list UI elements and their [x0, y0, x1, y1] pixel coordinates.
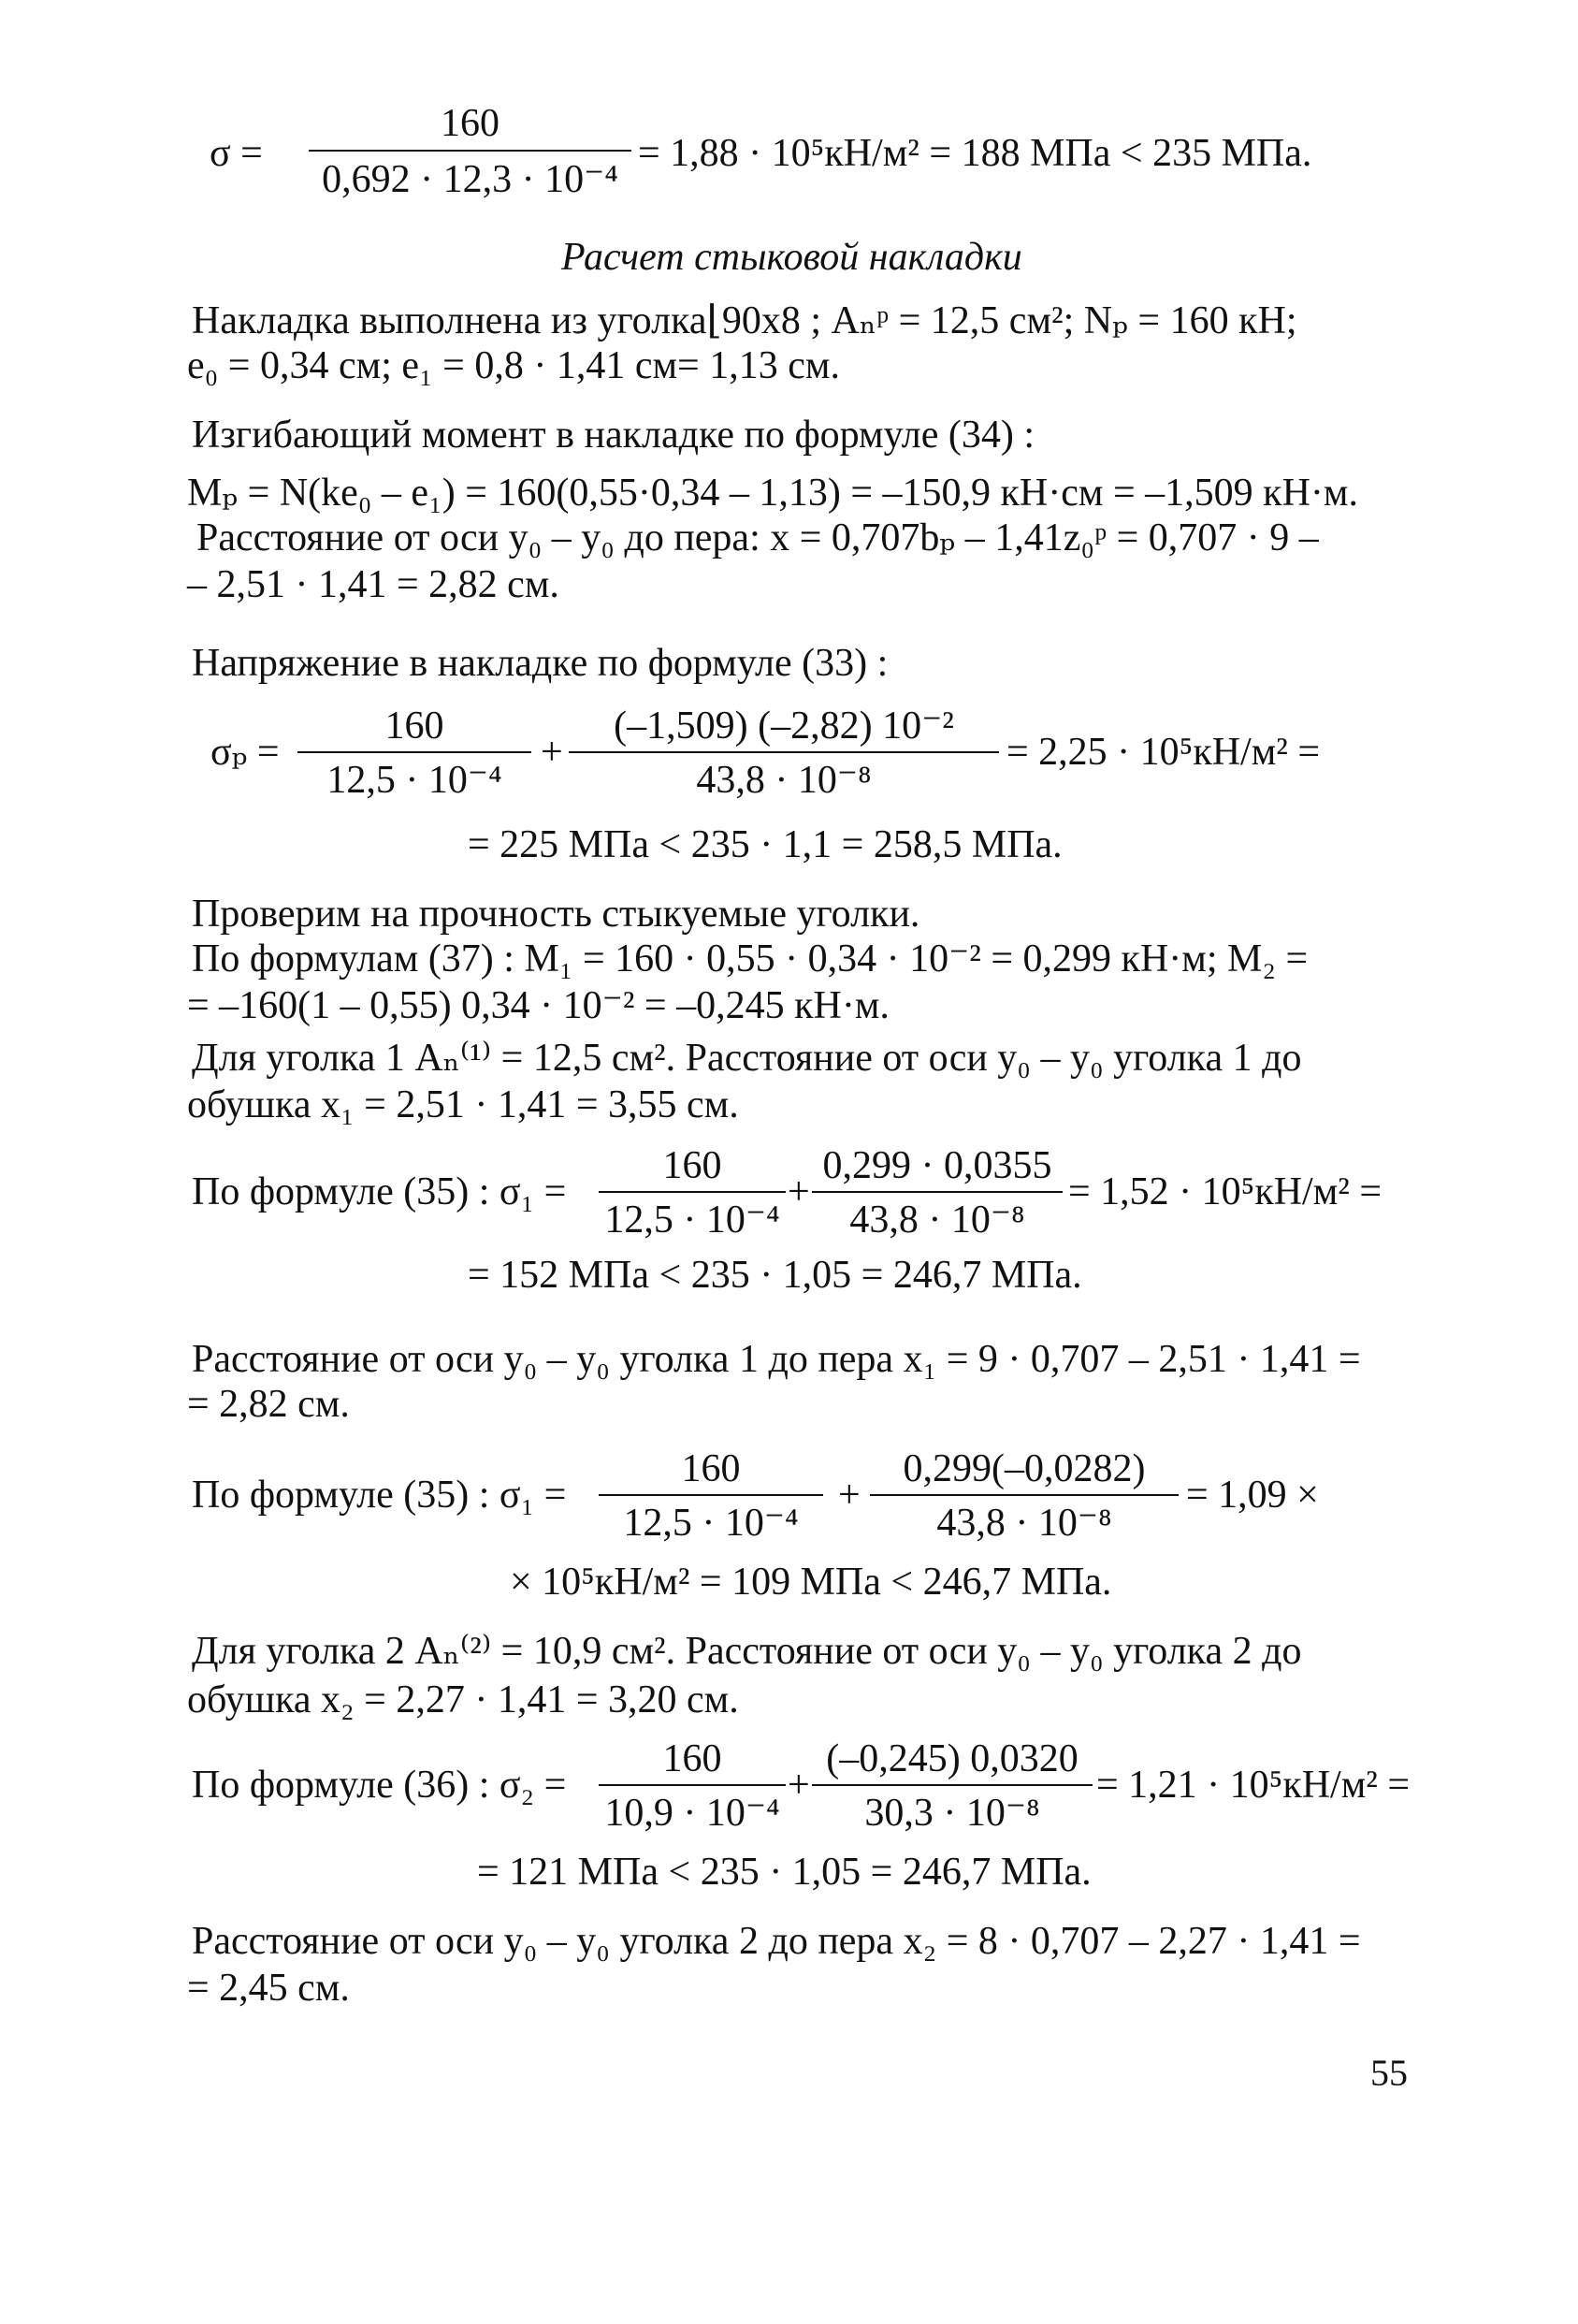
fraction-bar	[599, 1494, 823, 1496]
plus-sign: +	[541, 731, 563, 774]
fraction-bar	[309, 150, 631, 152]
formula-rhs: = 1,09 ×	[1186, 1474, 1319, 1517]
fraction-bar	[812, 1191, 1063, 1193]
fraction-denominator: 30,3 · 10⁻⁸	[864, 1792, 1040, 1835]
fraction-bar	[599, 1191, 786, 1193]
text-line: Для уголка 1 Aₙ⁽¹⁾ = 12,5 см². Расстояние от оси y₀ – y₀ уголка 1 до	[192, 1037, 1302, 1080]
text-line: Расстояние от оси y₀ – y₀ уголка 1 до пера x₁ = 9 · 0,707 – 2,51 · 1,41 =	[192, 1338, 1361, 1381]
fraction-numerator: (–0,245) 0,0320	[826, 1737, 1079, 1780]
formula-sigma-numerator: 160	[441, 102, 499, 145]
plus-sign: +	[788, 1170, 810, 1213]
formula-continuation: × 10⁵кН/м² = 109 МПа < 246,7 МПа.	[510, 1561, 1112, 1604]
page-number: 55	[1370, 2052, 1408, 2094]
fraction-denominator: 12,5 · 10⁻⁴	[623, 1502, 799, 1545]
fraction-denominator: 12,5 · 10⁻⁴	[326, 759, 502, 802]
fraction-numerator: 0,299(–0,0282)	[903, 1447, 1146, 1490]
plus-sign: +	[838, 1474, 861, 1517]
fraction-denominator: 43,8 · 10⁻⁸	[936, 1502, 1112, 1545]
fraction-denominator: 12,5 · 10⁻⁴	[604, 1198, 780, 1242]
fraction-bar	[870, 1494, 1179, 1496]
formula-lhs: По формуле (35) : σ₁ =	[192, 1170, 567, 1213]
text-line: обушка x₁ = 2,51 · 1,41 = 3,55 см.	[187, 1083, 739, 1126]
text-line: обушка x₂ = 2,27 · 1,41 = 3,20 см.	[187, 1678, 739, 1721]
fraction-bar	[297, 751, 531, 753]
fraction-denominator: 43,8 · 10⁻⁸	[849, 1198, 1025, 1242]
formula-lhs: σₚ =	[210, 731, 280, 774]
section-title: Расчет стыковой накладки	[561, 236, 1022, 279]
text-line: e₀ = 0,34 см; e₁ = 0,8 · 1,41 см= 1,13 см.	[187, 344, 840, 387]
formula-lhs: По формуле (35) : σ₁ =	[192, 1474, 567, 1517]
fraction-bar	[812, 1784, 1093, 1786]
fraction-denominator: 10,9 · 10⁻⁴	[604, 1792, 780, 1835]
formula-sigma-lhs: σ =	[210, 132, 263, 175]
plus-sign: +	[788, 1764, 810, 1807]
fraction-bar	[599, 1784, 786, 1786]
fraction-numerator: 160	[384, 704, 444, 748]
formula-rhs: = 2,25 · 10⁵кН/м² =	[1006, 731, 1321, 774]
text-line: Накладка выполнена из уголка⌊90х8 ; Aₙᵖ = 12,5 см²; Nₚ = 160 кН;	[192, 299, 1297, 342]
fraction-numerator: 0,299 · 0,0355	[822, 1144, 1052, 1187]
text-line: = –160(1 – 0,55) 0,34 · 10⁻² = –0,245 кН·м.	[187, 984, 890, 1027]
formula-rhs: = 1,52 · 10⁵кН/м² =	[1068, 1170, 1383, 1213]
formula-lhs: По формуле (36) : σ₂ =	[192, 1764, 567, 1807]
fraction-numerator: (–1,509) (–2,82) 10⁻²	[614, 704, 954, 748]
formula-sigma-rhs: = 1,88 · 10⁵кН/м² = 188 МПа < 235 МПа.	[638, 132, 1312, 175]
fraction-denominator: 43,8 · 10⁻⁸	[696, 759, 872, 802]
formula-rhs: = 1,21 · 10⁵кН/м² =	[1096, 1764, 1411, 1807]
text-line: Для уголка 2 Aₙ⁽²⁾ = 10,9 см². Расстояние от оси y₀ – y₀ уголка 2 до	[192, 1630, 1302, 1673]
text-line: = 2,82 см.	[187, 1383, 350, 1426]
fraction-numerator: 160	[662, 1144, 722, 1187]
formula-continuation: = 121 МПа < 235 · 1,05 = 246,7 МПа.	[477, 1851, 1092, 1894]
text-line: По формулам (37) : M₁ = 160 · 0,55 · 0,34 · 10⁻² = 0,299 кН·м; M₂ =	[192, 937, 1309, 980]
formula-line: Mₚ = N(ke₀ – e₁) = 160(0,55·0,34 – 1,13) = –150,9 кН·см = –1,509 кН·м.	[187, 472, 1358, 515]
fraction-numerator: 160	[662, 1737, 722, 1780]
text-line: Проверим на прочность стыкуемые уголки.	[192, 893, 920, 936]
fraction-numerator: 160	[681, 1447, 741, 1490]
formula-continuation: = 225 МПа < 235 · 1,1 = 258,5 МПа.	[468, 823, 1063, 866]
fraction-bar	[569, 751, 999, 753]
text-line: – 2,51 · 1,41 = 2,82 см.	[187, 563, 559, 606]
text-line: Расстояние от оси y₀ – y₀ до пера: x = 0,707bₚ – 1,41z₀ᵖ = 0,707 · 9 –	[196, 516, 1319, 559]
text-line: Расстояние от оси y₀ – y₀ уголка 2 до пера x₂ = 8 · 0,707 – 2,27 · 1,41 =	[192, 1920, 1361, 1963]
formula-continuation: = 152 МПа < 235 · 1,05 = 246,7 МПа.	[468, 1254, 1082, 1297]
formula-sigma-denominator: 0,692 · 12,3 · 10⁻⁴	[322, 158, 618, 201]
text-line: = 2,45 см.	[187, 1967, 350, 2010]
text-line: Напряжение в накладке по формуле (33) :	[192, 642, 889, 685]
text-line: Изгибающий момент в накладке по формуле (34) :	[192, 414, 1035, 457]
